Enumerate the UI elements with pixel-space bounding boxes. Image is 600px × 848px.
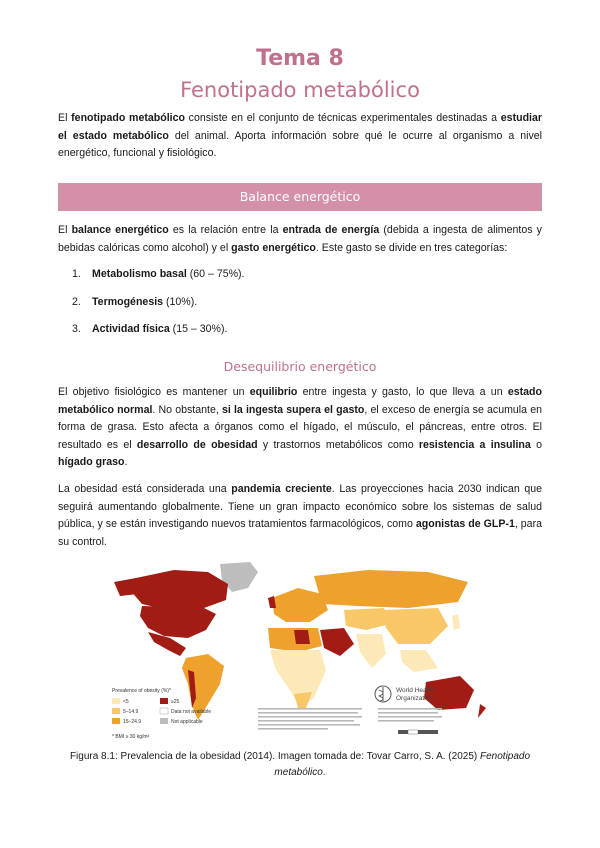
page-subtitle: Fenotipado metabólico: [180, 78, 420, 102]
figure-caption: Figura 8.1: Prevalencia de la obesidad (2014). Imagen tomada de: Tovar Carro, S. A. (2025) Fenotipado metabólico.: [69, 751, 531, 778]
intro-paragraph: El fenotipado metabólico consiste en el conjunto de técnicas experimentales destinadas a estudiar el estado metabólico del animal. Aporta información sobre qué le ocurre al organismo a nivel energético, funcional y fisiológico.: [58, 112, 542, 159]
legend-label: <5: [123, 699, 129, 705]
who-name-line1: World Health: [396, 687, 434, 694]
balance-paragraph: El balance energético es la relación entre la entrada de energía (debida a ingesta de alimentos y bebidas calóricas como alcohol) y el gasto energético. Este gasto se divide en tres categorías:: [58, 224, 542, 254]
map-region-middle-east: [320, 628, 354, 656]
legend-swatch: [112, 718, 120, 724]
legend-swatch: [160, 718, 168, 724]
map-region-central-asia: [344, 608, 390, 630]
legend-swatch: [160, 698, 168, 704]
list-item: 3. Actividad física (15 – 30%).: [72, 323, 228, 335]
pandemic-paragraph: La obesidad está considerada una pandemia creciente. Las proyecciones hacia 2030 indican que seguirá aumentando globalmente. Tiene un gran impacto económico sobre los sistemas de salud pública, y se están investigando nuevos tratamientos farmacológicos, como agonistas de GLP-1, para su control.: [58, 483, 542, 548]
map-region-libya: [294, 630, 310, 644]
legend-label: Data not available: [171, 709, 212, 715]
map-region-canada: [130, 570, 228, 610]
legend-swatch: [112, 698, 120, 704]
map-region-russia: [314, 570, 468, 608]
who-fine-print: [378, 708, 442, 722]
map-fine-print: [258, 708, 362, 730]
list-item: 2. Termogénesis (10%).: [72, 296, 198, 308]
legend-swatch: [160, 708, 168, 714]
legend-label: ≥25: [171, 699, 180, 705]
map-region-japan: [452, 614, 460, 630]
list-item: 1. Metabolismo basal (60 – 75%).: [72, 268, 245, 280]
section-heading-balance: Balance energético: [58, 183, 542, 211]
map-region-southeast-asia: [400, 650, 438, 672]
page-title: Tema 8: [256, 46, 344, 71]
legend-swatch: [112, 708, 120, 714]
map-region-new-zealand: [478, 704, 486, 718]
map-region-south-asia: [356, 634, 386, 668]
obesity-world-map: [108, 558, 492, 744]
legend-footnote: * BMI ≥ 30 kg/m²: [112, 734, 150, 740]
map-region-east-asia: [384, 608, 448, 644]
map-region-alaska: [114, 578, 138, 596]
legend-label: 15–24.9: [123, 719, 142, 725]
legend-label: Not applicable: [171, 719, 203, 725]
legend-label: 5–14.9: [123, 709, 139, 715]
legend-title: Prevalence of obesity (%)*: [112, 688, 171, 694]
imbalance-paragraph: El objetivo fisiológico es mantener un equilibrio entre ingesta y gasto, lo que lleva a un estado metabólico normal. No obstante, si la ingesta supera el gasto, el exceso de energía se acumula en forma de grasa. Esto afecta a órganos como el hígado, el músculo, el páncreas, entre otros. El resultado es el desarrollo de obesidad y trastornos metabólicos como resistencia a insulina o hígado graso.: [58, 386, 542, 468]
who-name-line2: Organization: [396, 695, 433, 702]
scale-bar: [398, 730, 438, 734]
section-heading-imbalance: Desequilibrio energético: [223, 359, 377, 374]
